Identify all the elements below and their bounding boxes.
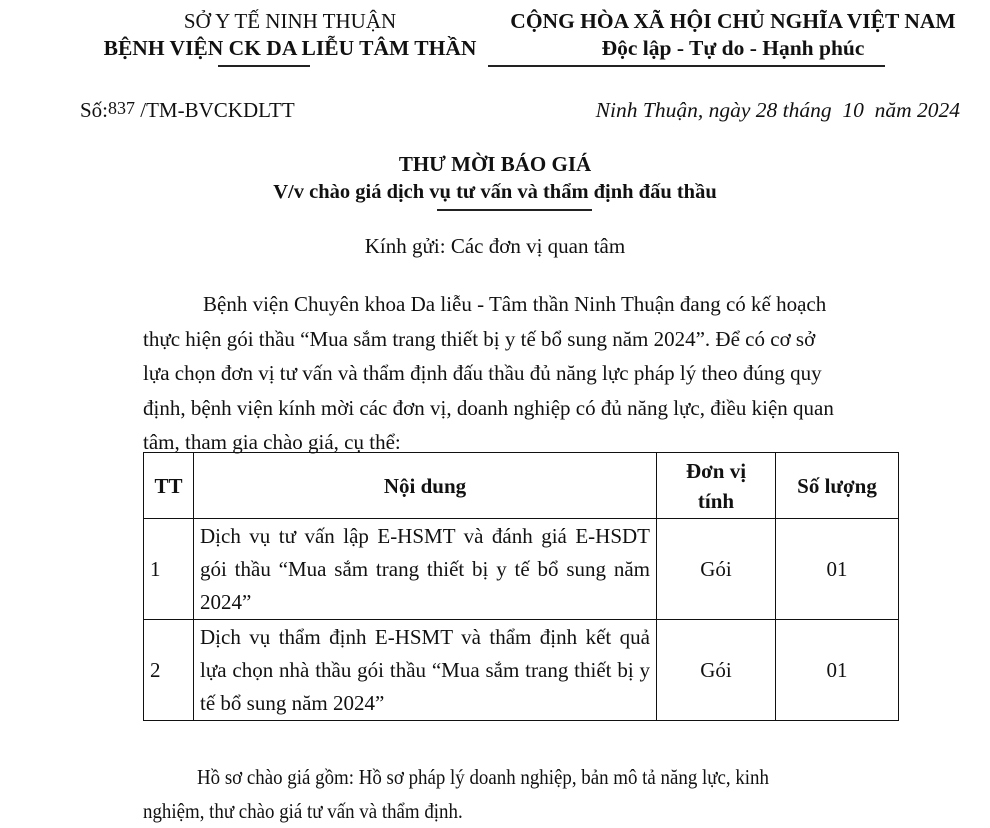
header-unit-label: Đơn vị tính (685, 458, 747, 513)
national-title: CỘNG HÒA XÃ HỘI CHỦ NGHĨA VIỆT NAM (510, 9, 956, 33)
row-quantity: 01 (776, 519, 899, 620)
reference-suffix: /TM-BVCKDLTT (135, 98, 295, 122)
document-title: THƯ MỜI BÁO GIÁ (398, 152, 592, 176)
closing-line: nghiệm, thư chào giá tư vấn và thẩm định. (143, 799, 463, 823)
motto-underline (488, 65, 885, 67)
header-content: Nội dung (194, 453, 657, 519)
national-motto: Độc lập - Tự do - Hạnh phúc (601, 36, 865, 60)
intro-paragraph (143, 287, 899, 460)
table-row (144, 620, 899, 721)
reference-label: Số: (80, 98, 109, 122)
row-tt: 2 (144, 620, 194, 721)
greeting: Kính gửi: Các đơn vị quan tâm (364, 234, 626, 258)
header-tt: TT (144, 453, 194, 519)
row-quantity: 01 (776, 620, 899, 721)
intro-line: Bệnh viện Chuyên khoa Da liễu - Tâm thần Ninh Thuận đang có kế hoạch (203, 292, 827, 316)
intro-line: thực hiện gói thầu “Mua sắm trang thiết bị y tế bổ sung năm 2024”. Để có cơ sở (143, 326, 816, 351)
intro-line: lựa chọn đơn vị tư vấn và thẩm định đấu thầu đủ năng lực pháp lý theo đúng quy (143, 361, 822, 385)
org-name-underline (218, 65, 310, 67)
subtitle-underline (437, 209, 592, 211)
services-table (143, 452, 899, 721)
row-content: Dịch vụ tư vấn lập E-HSMT và đánh giá E-HSDT gói thầu “Mua sắm trang thiết bị y tế bổ sung năm 2024” (194, 519, 657, 620)
header-unit (657, 453, 776, 519)
table-row (144, 519, 899, 620)
row-tt: 1 (144, 519, 194, 620)
document-reference (80, 96, 295, 125)
parent-org: SỞ Y TẾ NINH THUẬN (183, 9, 397, 33)
document-date: Ninh Thuận, ngày 28 tháng 10 năm 2024 (595, 98, 960, 122)
header-quantity: Số lượng (776, 453, 899, 519)
row-unit: Gói (657, 620, 776, 721)
org-name: BỆNH VIỆN CK DA LIỄU TÂM THẦN (103, 36, 477, 60)
intro-line: tâm, tham gia chào giá, cụ thể: (143, 430, 401, 454)
row-unit: Gói (657, 519, 776, 620)
intro-line: định, bệnh viện kính mời các đơn vị, doanh nghiệp có đủ năng lực, điều kiện quan (143, 395, 834, 420)
table-header-row (144, 453, 899, 519)
reference-number: 837 (108, 98, 136, 118)
row-content: Dịch vụ thẩm định E-HSMT và thẩm định kết quả lựa chọn nhà thầu gói thầu “Mua sắm trang thiết bị y tế bổ sung năm 2024” (194, 620, 657, 721)
closing-paragraph (143, 760, 839, 828)
closing-line: Hồ sơ chào giá gồm: Hồ sơ pháp lý doanh nghiệp, bản mô tả năng lực, kinh (197, 765, 769, 789)
document-subtitle: V/v chào giá dịch vụ tư vấn và thẩm định đấu thầu (273, 181, 717, 203)
